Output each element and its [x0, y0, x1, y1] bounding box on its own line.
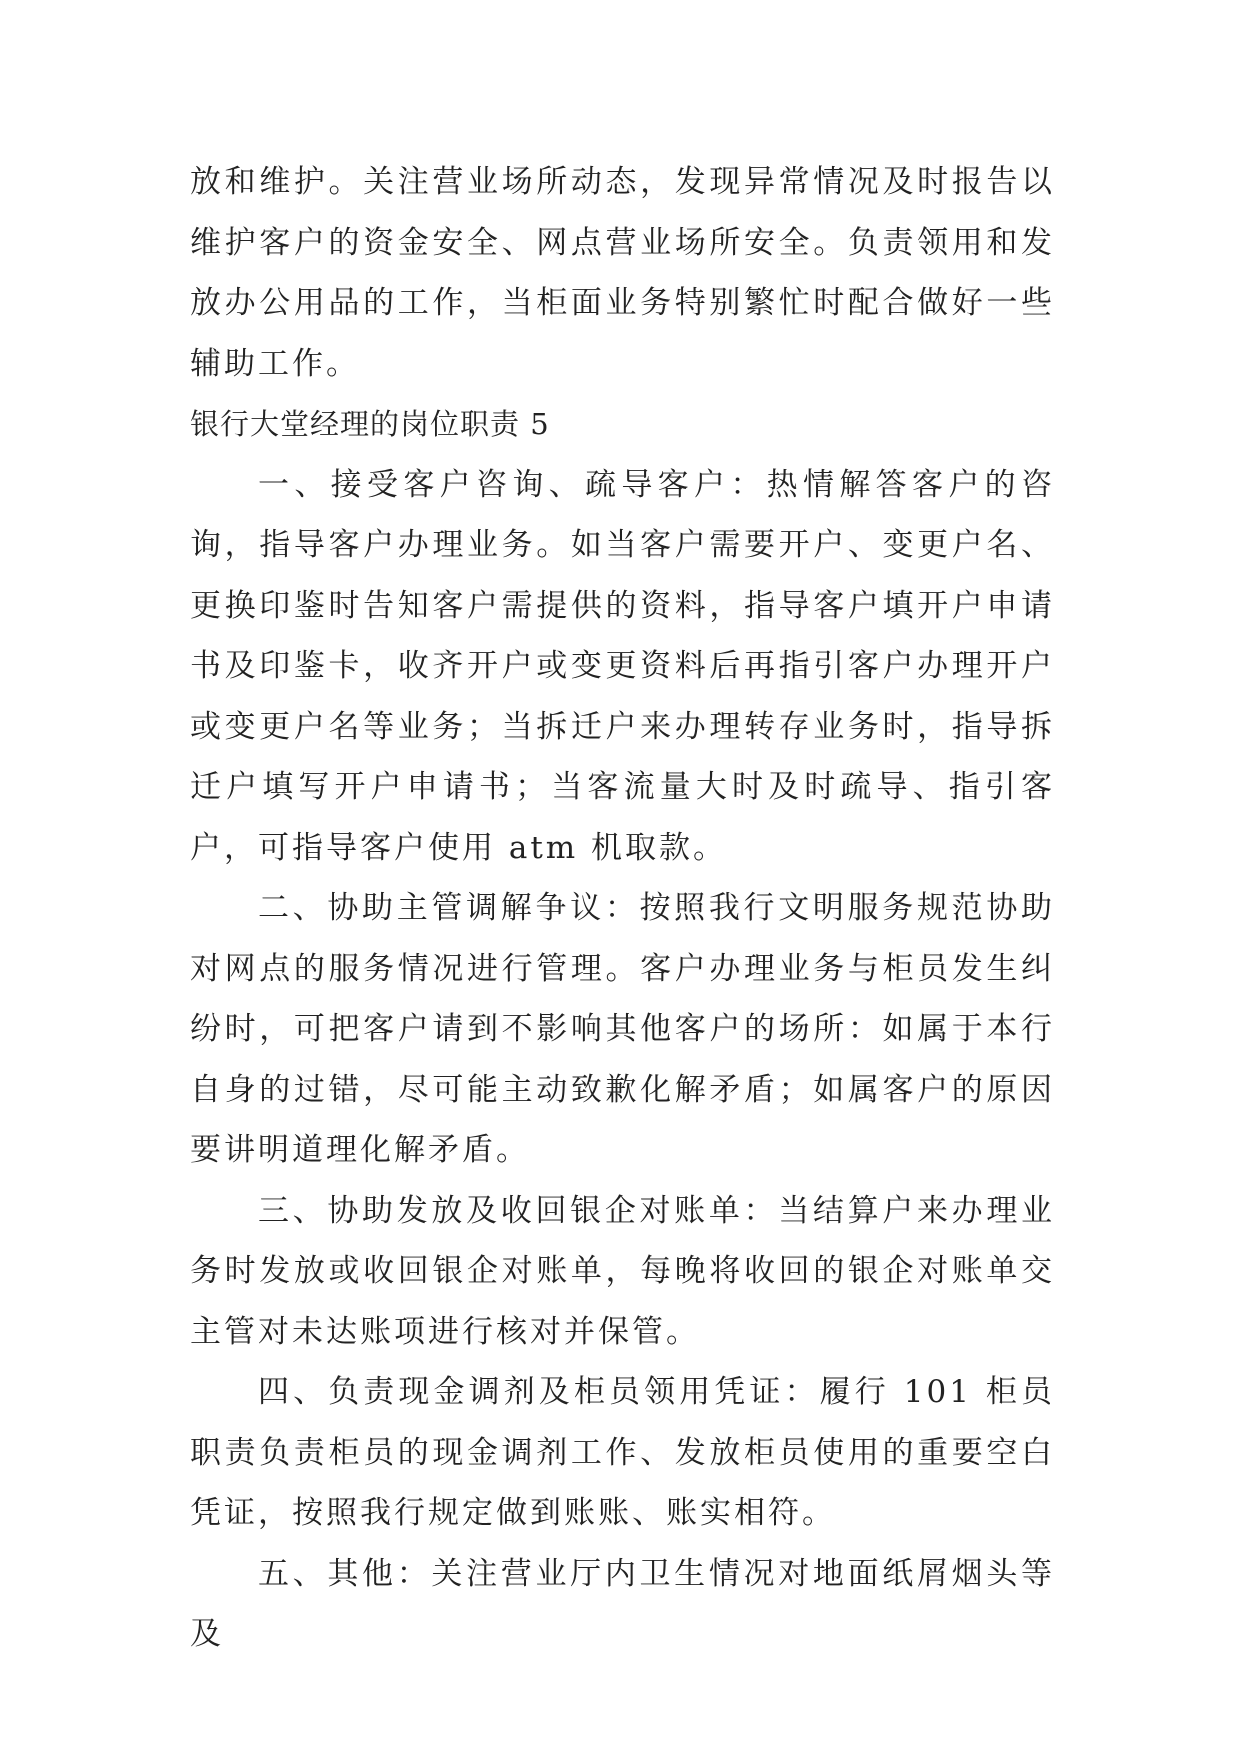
document-body	[190, 152, 1055, 1665]
continued-paragraph: 放和维护。关注营业场所动态，发现异常情况及时报告以维护客户的资金安全、网点营业场所安全。负责领用和发放办公用品的工作，当柜面业务特别繁忙时配合做好一些辅助工作。	[190, 164, 1055, 382]
paragraph-2: 二、协助主管调解争议：按照我行文明服务规范协助对网点的服务情况进行管理。客户办理业务与柜员发生纠纷时，可把客户请到不影响其他客户的场所：如属于本行自身的过错，尽可能主动致歉化解矛盾；如属客户的原因要讲明道理化解矛盾。	[190, 890, 1055, 1168]
paragraph-5: 五、其他：关注营业厅内卫生情况对地面纸屑烟头等及	[190, 1555, 1055, 1652]
paragraph-4: 四、负责现金调剂及柜员领用凭证：履行 101 柜员职责负责柜员的现金调剂工作、发放柜员使用的重要空白凭证，按照我行规定做到账账、账实相符。	[190, 1374, 1055, 1531]
section-title: 银行大堂经理的岗位职责 5	[190, 407, 550, 441]
paragraph-1: 一、接受客户咨询、疏导客户：热情解答客户的咨询，指导客户办理业务。如当客户需要开户、变更户名、更换印鉴时告知客户需提供的资料，指导客户填开户申请书及印鉴卡，收齐开户或变更资料后再指引客户办理开户或变更户名等业务；当拆迁户来办理转存业务时，指导拆迁户填写开户申请书；当客流量大时及时疏导、指引客户，可指导客户使用 atm 机取款。	[190, 466, 1055, 866]
paragraph-3: 三、协助发放及收回银企对账单：当结算户来办理业务时发放或收回银企对账单，每晚将收回的银企对账单交主管对未达账项进行核对并保管。	[190, 1192, 1055, 1350]
